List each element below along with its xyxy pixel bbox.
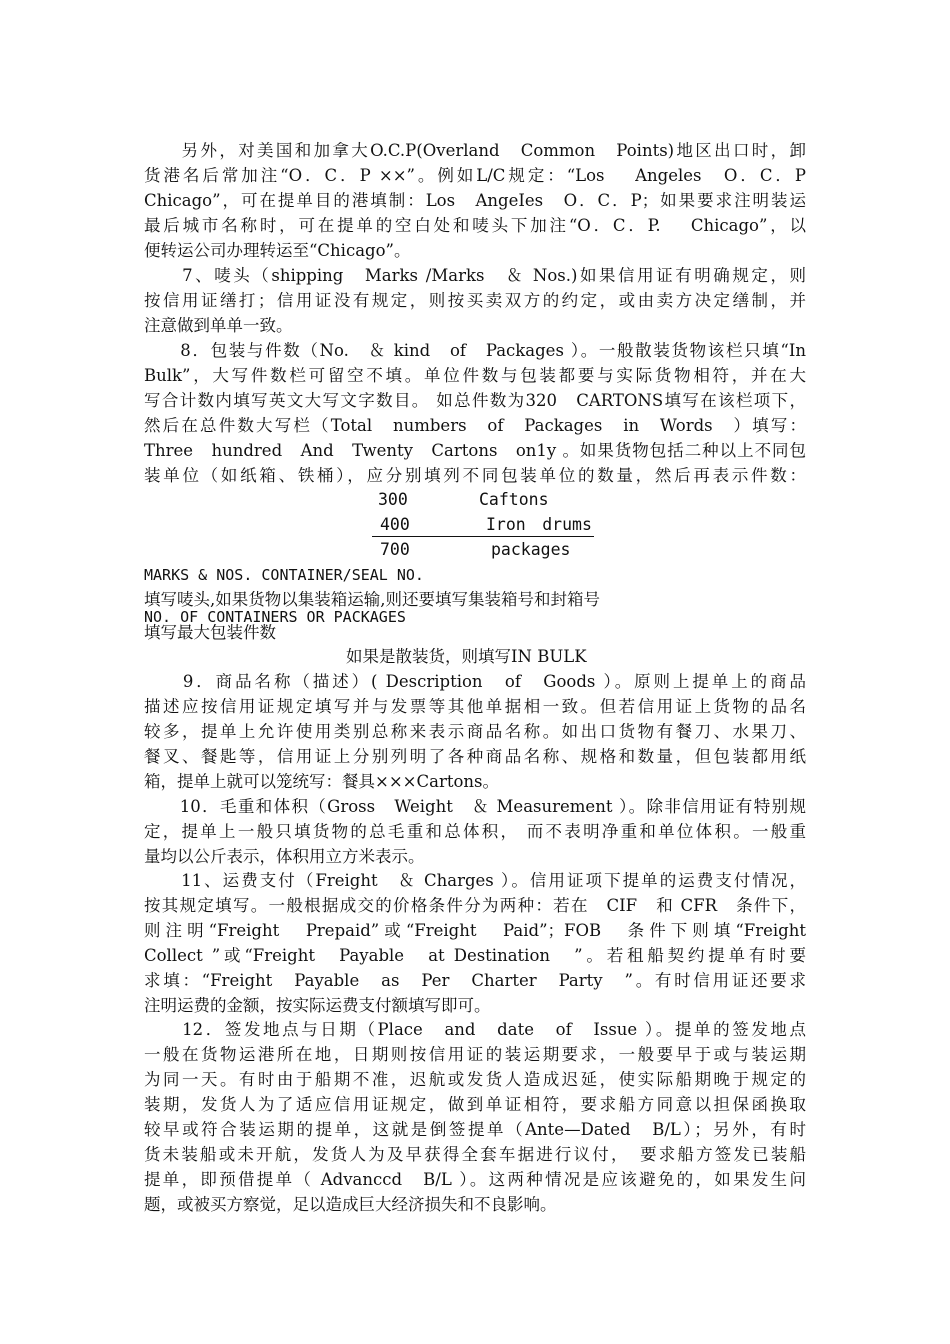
paragraph-line: 10．毛重和体积（Gross Weight ＆ Measurement ）。除非信用证有特别规: [144, 797, 806, 816]
paragraph-line: 量均以公斤表示，体积用立方米表示。: [144, 847, 425, 866]
paragraph-line: 定，提单上一般只填货物的总毛重和总体积， 而不表明净重和单位体积。一般重: [144, 822, 806, 841]
paragraph-line: 8．包装与件数（No. ＆ kind of Packages ）。一般散装货物该栏只填“In: [144, 341, 806, 360]
paragraph-line: 按信用证缮打；信用证没有规定，则按买卖双方的约定，或由卖方决定缮制，并: [144, 291, 806, 310]
containers-label: NO. OF CONTAINERS OR PACKAGES: [144, 608, 406, 626]
paragraph-line: Three hundred And Twenty Cartons on1y 。如果货物包括二种以上不同包: [144, 441, 806, 460]
paragraph-line: 便转运公司办理转运至“Chicago”。: [144, 241, 411, 260]
paragraph-line: 箱，提单上就可以笼统写：餐具×××Cartons。: [144, 772, 499, 791]
marks-label: MARKS & NOS. CONTAINER/SEAL NO.: [144, 566, 424, 584]
package-unit: Iron drums: [486, 515, 592, 534]
paragraph-line: 7、唛头（shipping Marks /Marks ＆ Nos.)如果信用证有明确规定，则: [144, 266, 806, 285]
paragraph-line: 写合计数内填写英文大写文字数目。 如总件数为320 CARTONS填写在该栏项下，: [144, 391, 806, 410]
paragraph-line: Chicago”，可在提单目的港填制：Los AngeIes O．C．P；如果要求注明装运: [144, 191, 806, 210]
paragraph-line: 提单，即预借提单（ Advanccd B/L ）。这两种情况是应该避免的，如果发生问: [144, 1170, 806, 1189]
paragraph-line: 较多，提单上允许使用类别总称来表示商品名称。如出口货物有餐刀、水果刀、: [144, 722, 806, 741]
paragraph-line: 11、运费支付（Freight ＆ Charges ）。信用证项下提单的运费支付情况，: [144, 871, 806, 890]
package-unit: packages: [491, 540, 571, 559]
paragraph-line: 按其规定填写。一般根据成交的价格条件分为两种：若在 CIF 和 CFR 条件下，: [144, 896, 806, 915]
paragraph-line: 求填：“Freight Payable as Per Charter Party ”。有时信用证还要求: [144, 971, 806, 990]
marks-description: 填写唛头,如果货物以集装箱运输,则还要填写集装箱号和封箱号: [144, 590, 600, 609]
paragraph-line: Collect ”或“Freight Payable at Destination ”。若租船契约提单有时要: [144, 946, 806, 965]
bulk-note: 如果是散装货，则填写IN BULK: [346, 647, 587, 666]
package-qty: 400: [380, 515, 410, 534]
paragraph-line: 描述应按信用证规定填写并与发票等其他单据相一致。但若信用证上货物的品名: [144, 697, 806, 716]
paragraph-line: 为同一天。有时由于船期不准，迟航或发货人造成迟延，使实际船期晚于规定的: [144, 1070, 806, 1089]
paragraph-line: 较早或符合装运期的提单，这就是倒签提单（Ante—Dated B/L）；另外，有时: [144, 1120, 806, 1139]
paragraph-line: 装单位（如纸箱、铁桶），应分别填列不同包装单位的数量，然后再表示件数：: [144, 466, 806, 485]
paragraph-line: 题，或被买方察觉，足以造成巨大经济损失和不良影响。: [144, 1195, 557, 1214]
paragraph-line: 餐叉、餐匙等，信用证上分别列明了各种商品名称、规格和数量，但包装都用纸: [144, 747, 806, 766]
paragraph-line: 则注明“Freight Prepaid”或“Freight Paid”；FOB 条件下则填“Freight: [144, 921, 806, 940]
paragraph-line: 一般在货物运港所在地，日期则按信用证的装运期要求，一般要早于或与装运期: [144, 1045, 806, 1064]
paragraph-line: 注意做到单单一致。: [144, 316, 293, 335]
package-qty: 700: [380, 540, 410, 559]
containers-description: 填写最大包装件数: [144, 623, 276, 642]
paragraph-line: 装期，发货人为了适应信用证规定，做到单证相符，要求船方同意以担保函换取: [144, 1095, 806, 1114]
paragraph-line: 最后城市名称时，可在提单的空白处和唛头下加注“O．C．P. Chicago”，以: [144, 216, 806, 235]
paragraph-line: 另外，对美国和加拿大O.C.P(Overland Common Points)地区出口时，卸: [144, 141, 806, 160]
sum-rule: [372, 536, 594, 537]
package-unit: Caftons: [479, 490, 549, 509]
paragraph-line: 9．商品名称（描述）( Description of Goods ）。原则上提单上的商品: [144, 672, 806, 691]
paragraph-line: 货港名后常加注“O．C．P ××”。例如L/C规定：“Los Angeles O．C．P: [144, 166, 806, 185]
paragraph-line: 12．签发地点与日期（Place and date of Issue ）。提单的签发地点: [144, 1020, 806, 1039]
paragraph-line: 然后在总件数大写栏（Total numbers of Packages in Words ）填写：: [144, 416, 806, 435]
paragraph-line: Bulk”，大写件数栏可留空不填。单位件数与包装都要与实际货物相符，并在大: [144, 366, 806, 385]
package-qty: 300: [378, 490, 408, 509]
paragraph-line: 注明运费的金额，按实际运费支付额填写即可。: [144, 996, 491, 1015]
paragraph-line: 货未装船或未开航，发货人为及早获得全套车据进行议付， 要求船方签发已装船: [144, 1145, 806, 1164]
